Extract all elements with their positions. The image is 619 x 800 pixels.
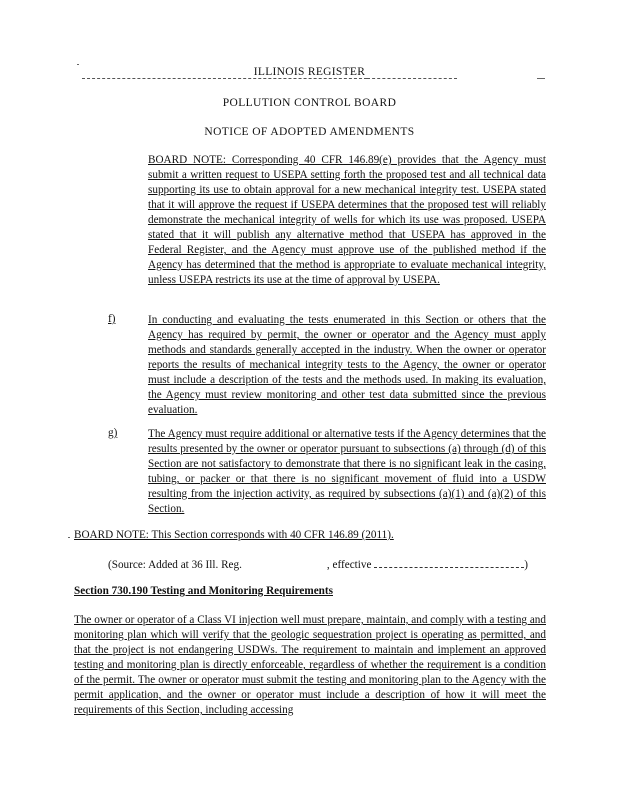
source-prefix: (Source: Added at 36 Ill. Reg. xyxy=(108,559,242,571)
subsection-f-text: In conducting and evaluating the tests enumerated in this Section or others that the Agency has required by permit, the owner or operator and the Agency must apply methods and standards generally accepted in the industry. When the owner or operator reports the results of mechanical integrity tests to the Agency, the owner or operator must include a description of the tests and the methods used. In making its evaluation, the Agency must review monitoring and other test data submitted since the previous evaluation. xyxy=(148,314,546,416)
subsection-g-text: The Agency must require additional or alternative tests if the Agency determines that the results presented by the owner or operator pursuant to subsections (a) through (d) of this Section are not satisfactory to demonstrate that there is no significant leak in the casing, tubing, or packer or that there is no significant movement of fluid into a USDW resulting from the injection activity, as required by subsections (a)(1) and (a)(2) of this Section. xyxy=(148,428,546,515)
source-suffix: ) xyxy=(524,559,528,571)
board-name: POLLUTION CONTROL BOARD xyxy=(222,97,397,109)
section-body: The owner or operator of a Class VI injection well must prepare, maintain, and comply with a testing and monitoring plan which will verify that the geologic sequestration project is operating as permitted, and that the project is not endangering USDWs. The requirement to maintain and implement an approved testing and monitoring plan is directly enforceable, regardless of whether the requirement is a condition of the permit. The owner or operator must submit the testing and monitoring plan to the Agency with the permit application, and the owner or operator must include a description of how it will meet the requirements of this Section, including accessing xyxy=(74,614,546,716)
source-effective: , effective xyxy=(326,559,372,571)
section-heading: Section 730.190 Testing and Monitoring Requirements xyxy=(74,585,333,597)
notice-title: NOTICE OF ADOPTED AMENDMENTS xyxy=(204,126,415,138)
subsection-f-label: f) xyxy=(108,313,116,325)
header-rule-tick xyxy=(537,78,545,79)
header-rule-left xyxy=(82,78,367,79)
board-note-1: BOARD NOTE: Corresponding 40 CFR 146.89(e) provides that the Agency must submit a written request to USEPA setting forth the proposed test and all technical data supporting its use to obtain approval for a new mechanical integrity test. USEPA stated that it will approve the request if USEPA determines that the proposed test will reliably demonstrate the mechanical integrity of wells for which its use was proposed. USEPA stated that it will publish any alternative method that USEPA has approved in the Federal Register, and the Agency must approve use of the published method if the Agency has determined that the method is appropriate to evaluate mechanical integrity, unless USEPA restricts its use at the time of approval by USEPA. xyxy=(148,154,546,286)
header-rule-right xyxy=(367,78,457,79)
subsection-g-label: g) xyxy=(108,427,118,439)
register-title: ILLINOIS REGISTER xyxy=(0,66,619,78)
scan-speck xyxy=(68,537,70,538)
scan-speck xyxy=(77,64,79,65)
board-note-2: BOARD NOTE: This Section corresponds with 40 CFR 146.89 (2011). xyxy=(74,529,394,541)
source-line xyxy=(108,557,528,571)
effective-date-blank xyxy=(374,557,524,568)
